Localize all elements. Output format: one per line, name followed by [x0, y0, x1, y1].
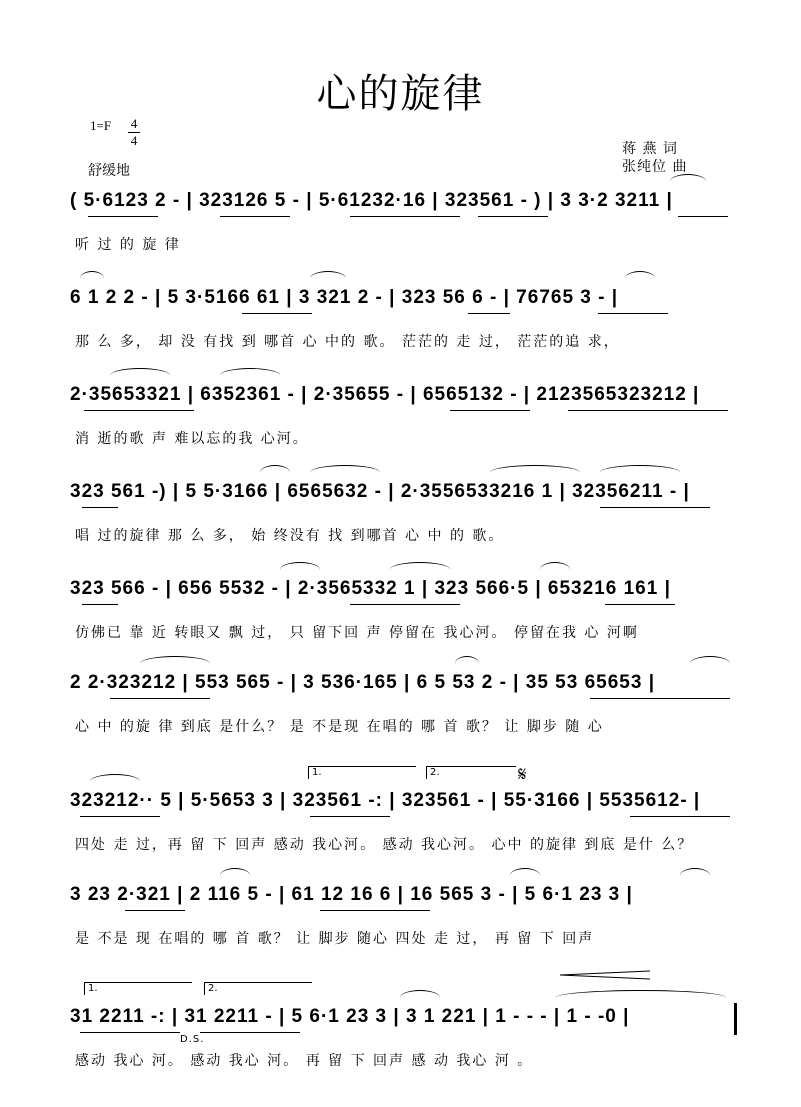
underline-beam [125, 910, 185, 911]
slur [90, 774, 140, 789]
time-signature-top: 4 [128, 116, 140, 133]
underline-beam [630, 816, 730, 817]
slur [280, 562, 320, 577]
underline-beam [468, 313, 510, 314]
underline-beam [350, 216, 460, 217]
underline-beam [590, 698, 730, 699]
time-signature-bottom: 4 [130, 133, 138, 148]
slur [690, 656, 730, 671]
notation-line: 323 566 - | 656 5532 - | 2·3565332 1 | 323 566·5 | 653216 161 | [70, 578, 671, 599]
lyrics-line: 消 逝的歌 声 难以忘的我 心河。 [75, 431, 309, 447]
slur [600, 465, 680, 480]
volta-first-ending: 1. [84, 982, 192, 995]
underline-beam [220, 216, 290, 217]
slur [625, 271, 655, 286]
lyrics-line: 听 过 的 旋 律 [75, 237, 181, 253]
slur [260, 465, 290, 480]
lyrics-line: 那 么 多， 却 没 有找 到 哪首 心 中的 歌。 茫茫的 走 过， 茫茫的追 求， [75, 334, 620, 350]
underline-beam [568, 410, 728, 411]
key-signature [90, 116, 138, 148]
lyrics-line: 唱 过的旋律 那 么 多， 始 终没有 找 到哪首 心 中 的 歌。 [75, 528, 505, 544]
lyrics-line: 四处 走 过，再 留 下 回声 感动 我心河。 感动 我心河。 心中 的旋律 到底 是什 么？ [75, 837, 694, 853]
volta-first-ending: 1. [308, 766, 416, 779]
underline-beam [242, 313, 312, 314]
crescendo-hairpin [560, 970, 650, 980]
underline-beam [80, 1032, 180, 1033]
underline-beam [82, 507, 118, 508]
slur [390, 562, 450, 577]
slur [310, 271, 346, 286]
segno-sign: 𝄋 [518, 762, 527, 786]
key-label: 1=F [90, 118, 112, 133]
notation-line: ( 5·6123 2 - | 323126 5 - | 5·61232·16 | 323561 - ) | 3 3·2 3211 | [70, 190, 673, 211]
underline-beam [320, 910, 430, 911]
lyrics-line: 仿佛已 靠 近 转眼又 飘 过， 只 留下回 声 停留在 我心河。 停留在我 心 河啊 [75, 625, 639, 641]
composer-credit: 张纯位 曲 [622, 159, 688, 175]
lyrics-line: 是 不是 现 在唱的 哪 首 歌？ 让 脚步 随心 四处 走 过， 再 留 下 回声 [75, 931, 595, 947]
slur [540, 562, 570, 577]
underline-beam [110, 698, 210, 699]
underline-beam [478, 216, 548, 217]
lyrics-line: 心 中 的旋 律 到底 是什么？ 是 不是现 在唱的 哪 首 歌？ 让 脚步 随 心 [75, 719, 604, 735]
volta-second-ending: 2. [204, 982, 312, 995]
underline-beam [678, 216, 728, 217]
notation-line: 2·35653321 | 6352361 - | 2·35655 - | 6565132 - | 2123565323212 | [70, 384, 700, 405]
underline-beam [200, 1032, 300, 1033]
underline-beam [600, 507, 710, 508]
slur [670, 174, 706, 189]
volta-second-ending: 2. [426, 766, 516, 779]
slur [220, 368, 280, 383]
slur [220, 868, 250, 883]
time-signature [128, 116, 140, 149]
lyrics-line: 感动 我心 河。 感动 我心 河。 再 留 下 回声 感 动 我心 河 。 [75, 1053, 534, 1069]
slur [680, 868, 710, 883]
underline-beam [450, 410, 530, 411]
underline-beam [598, 313, 668, 314]
slur [455, 656, 479, 671]
slur [110, 368, 170, 383]
tempo-marking: 舒缓地 [88, 163, 130, 179]
da-segno-marking: D.S. [180, 1034, 205, 1045]
notation-line: 323 561 -) | 5 5·3166 | 6565632 - | 2·3556533216 1 | 32356211 - | [70, 481, 690, 502]
notation-line: 3 23 2·321 | 2 116 5 - | 61 12 16 6 | 16 565 3 - | 5 6·1 23 3 | [70, 884, 633, 905]
slur [490, 465, 580, 480]
slur [400, 990, 440, 1005]
underline-beam [80, 816, 160, 817]
underline-beam [350, 604, 460, 605]
notation-line: 6 1 2 2 - | 5 3·5166 61 | 3 321 2 - | 323 56 6 - | 76765 3 - | [70, 287, 619, 308]
lyricist-credit: 蒋 燕 词 [622, 141, 678, 157]
notation-line: 2 2·323212 | 553 565 - | 3 536·165 | 6 5 53 2 - | 35 53 65653 | [70, 672, 656, 693]
underline-beam [82, 604, 118, 605]
slur [556, 990, 726, 1005]
notation-line: 323212·· 5 | 5·5653 3 | 323561 -: | 323561 - | 55·3166 | 5535612- | [70, 790, 701, 811]
slur [140, 656, 210, 671]
underline-beam [310, 816, 390, 817]
slur [80, 271, 104, 286]
notation-line: 31 2211 -: | 31 2211 - | 5 6·1 23 3 | 3 1 221 | 1 - - - | 1 - -0 | [70, 1006, 630, 1027]
underline-beam [605, 604, 675, 605]
final-barline [734, 1003, 737, 1035]
page-title: 心的旋律 [316, 71, 485, 117]
underline-beam [84, 410, 194, 411]
slur [510, 868, 540, 883]
slur [310, 465, 380, 480]
underline-beam [88, 216, 158, 217]
